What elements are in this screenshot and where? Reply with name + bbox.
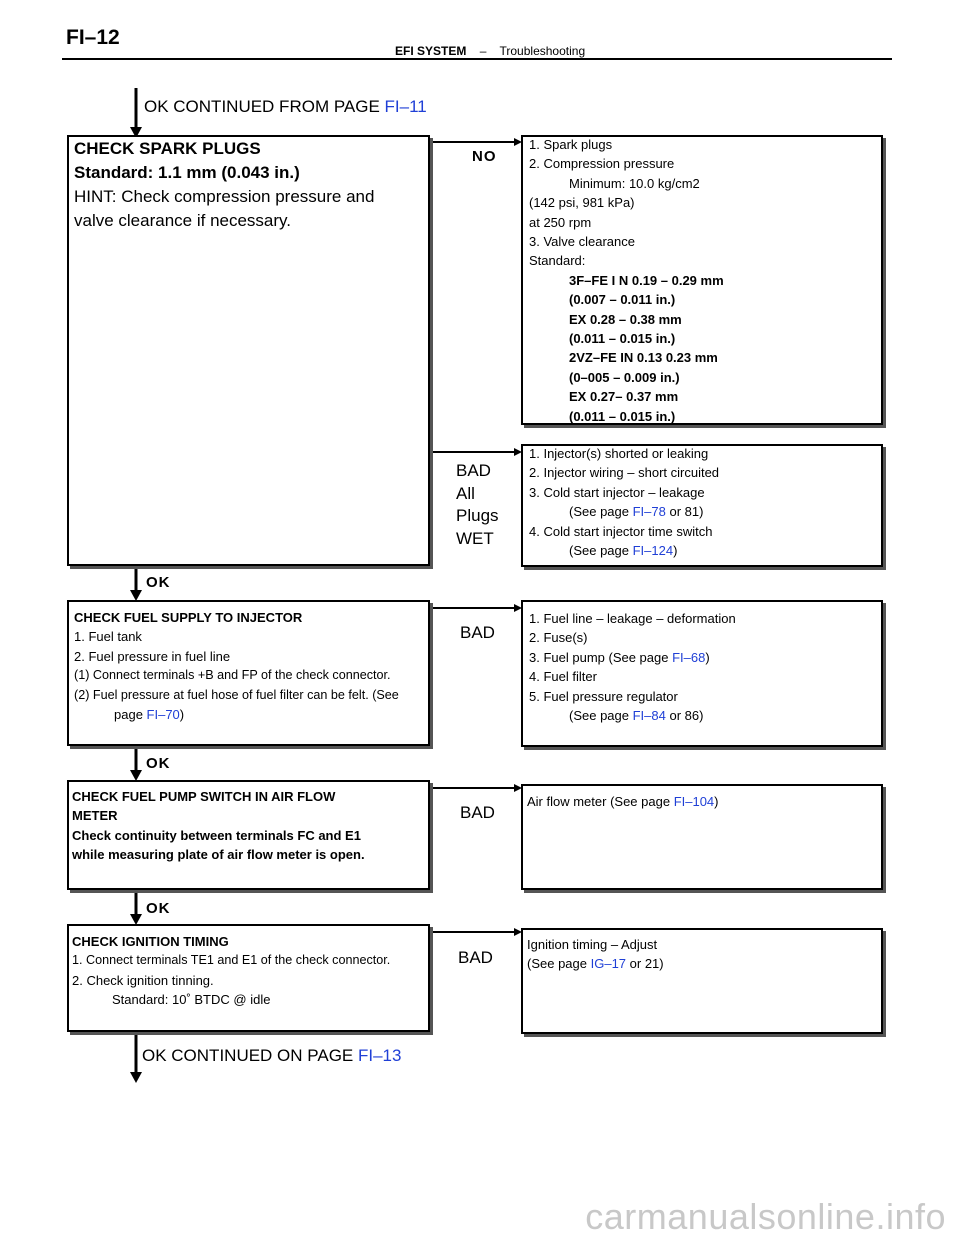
no-box-line: 2VZ–FE IN 0.13 0.23 mm bbox=[569, 350, 718, 366]
pump-switch-line: CHECK FUEL PUMP SWITCH IN AIR FLOW bbox=[72, 789, 336, 804]
no-box-line: (0.011 – 0.015 in.) bbox=[569, 331, 676, 347]
spark-plugs-standard: Standard: 1.1 mm (0.043 in.) bbox=[74, 163, 300, 182]
no-box-line: 3. Valve clearance bbox=[529, 234, 635, 250]
continued-on-link[interactable]: FI–13 bbox=[358, 1046, 402, 1065]
fuel-ref-text: or 86) bbox=[665, 708, 704, 724]
fuel-box-line bbox=[529, 706, 736, 725]
ign-box-text bbox=[527, 935, 664, 974]
ign-box-line: Ignition timing – Adjust bbox=[527, 937, 658, 952]
no-box-line: at 250 rpm bbox=[529, 214, 592, 230]
wet-box-line: 3. Cold start injector – leakage bbox=[529, 484, 705, 500]
wet-ref-link[interactable]: FI–124 bbox=[632, 543, 674, 559]
branch-wet-line: BAD bbox=[456, 461, 491, 480]
afm-box-text bbox=[527, 792, 719, 811]
branch-wet-label bbox=[456, 460, 499, 550]
wet-box-text bbox=[529, 444, 719, 560]
spark-plugs-hint-line2: valve clearance if necessary. bbox=[74, 211, 292, 230]
fuel-supply-text bbox=[74, 608, 399, 724]
fuel-box-text bbox=[529, 609, 736, 725]
spark-plugs-title: CHECK SPARK PLUGS bbox=[74, 139, 261, 158]
ign-ref-text: (See page bbox=[527, 956, 591, 972]
pump-switch-text bbox=[72, 787, 365, 865]
continued-from bbox=[144, 97, 427, 117]
no-box-line: (0.011 – 0.015 in.) bbox=[569, 408, 676, 424]
afm-ref-link[interactable]: FI–104 bbox=[673, 794, 715, 809]
branch-bad-label: BAD bbox=[458, 948, 493, 967]
fuel-supply-ref-text: ) bbox=[179, 707, 185, 723]
ign-box-line bbox=[527, 954, 664, 973]
pump-switch-line: while measuring plate of air flow meter is open. bbox=[72, 847, 365, 863]
ignition-line: 2. Check ignition tinning. bbox=[72, 972, 214, 988]
fuel-box-line: 2. Fuse(s) bbox=[529, 630, 588, 646]
ign-ref-link[interactable]: IG–17 bbox=[590, 956, 627, 972]
no-box-line: 1. Spark plugs bbox=[529, 137, 613, 152]
fuel-ref-text: ) bbox=[705, 649, 710, 665]
ignition-line: Standard: 10˚ BTDC @ idle bbox=[112, 992, 271, 1008]
no-box-line: 3F–FE I N 0.19 – 0.29 mm bbox=[569, 272, 724, 288]
wet-ref-text: (See page bbox=[569, 543, 633, 559]
fuel-box-line: 4. Fuel filter bbox=[529, 669, 597, 685]
ok-label: OK bbox=[146, 900, 171, 917]
spark-plugs-hint-line1: HINT: Check compression pressure and bbox=[74, 187, 375, 206]
no-box-line: 2. Compression pressure bbox=[529, 156, 675, 172]
fuel-supply-ref-text: page bbox=[114, 707, 147, 723]
wet-box-line bbox=[529, 502, 719, 521]
branch-wet-line: All bbox=[456, 483, 475, 503]
ok-label: OK bbox=[146, 755, 171, 772]
fuel-box-line: 5. Fuel pressure regulator bbox=[529, 688, 678, 704]
ignition-text bbox=[72, 932, 390, 1010]
wet-ref-text: (See page bbox=[569, 504, 633, 520]
spark-plugs-text bbox=[74, 137, 374, 233]
fuel-supply-line: 2. Fuel pressure in fuel line bbox=[74, 648, 231, 664]
no-box-line: EX 0.28 – 0.38 mm bbox=[569, 311, 682, 327]
section-name: EFI SYSTEM bbox=[395, 44, 467, 58]
wet-box-line bbox=[529, 541, 719, 560]
pump-switch-line: METER bbox=[72, 808, 118, 824]
afm-box-line bbox=[527, 792, 719, 811]
no-box-line: (142 psi, 981 kPa) bbox=[529, 195, 635, 211]
wet-box-line: 1. Injector(s) shorted or leaking bbox=[529, 446, 709, 461]
no-box-line: Standard: bbox=[529, 253, 586, 269]
branch-no-label: NO bbox=[472, 148, 497, 165]
no-box-line: (0–005 – 0.009 in.) bbox=[569, 369, 680, 385]
fuel-box-line: 1. Fuel line – leakage – deformation bbox=[529, 611, 736, 626]
wet-box-line: 2. Injector wiring – short circuited bbox=[529, 465, 720, 481]
continued-on-text: OK CONTINUED ON PAGE bbox=[142, 1046, 358, 1065]
fuel-supply-line bbox=[74, 705, 399, 724]
pump-switch-line: Check continuity between terminals FC and E1 bbox=[72, 827, 361, 843]
fuel-ref-text: 3. Fuel pump (See page bbox=[529, 649, 673, 665]
continued-on bbox=[142, 1046, 401, 1066]
branch-wet-line: Plugs bbox=[456, 506, 499, 525]
branch-bad-label: BAD bbox=[460, 623, 495, 642]
fuel-supply-title: CHECK FUEL SUPPLY TO INJECTOR bbox=[74, 610, 303, 625]
wet-box-line: 4. Cold start injector time switch bbox=[529, 523, 713, 539]
wet-ref-text: or 81) bbox=[665, 504, 704, 520]
ign-ref-text: or 21) bbox=[626, 956, 664, 972]
fuel-supply-line: (2) Fuel pressure at fuel hose of fuel filter can be felt. (See bbox=[74, 687, 399, 702]
no-box-line: (0.007 – 0.011 in.) bbox=[569, 292, 676, 308]
watermark: carmanualsonline.info bbox=[585, 1196, 946, 1237]
fuel-supply-line: 1. Fuel tank bbox=[74, 629, 142, 645]
fuel-ref-text: (See page bbox=[569, 708, 633, 724]
subsection-name: Troubleshooting bbox=[499, 44, 586, 58]
section-separator: – bbox=[479, 44, 487, 58]
wet-ref-text: ) bbox=[673, 543, 678, 559]
fuel-box-line bbox=[529, 648, 736, 667]
fuel-supply-line: (1) Connect terminals +B and FP of the check connector. bbox=[74, 668, 391, 683]
ignition-line: 1. Connect terminals TE1 and E1 of the check connector. bbox=[72, 953, 391, 968]
branch-wet-line: WET bbox=[456, 528, 494, 548]
ignition-title: CHECK IGNITION TIMING bbox=[72, 934, 229, 949]
ok-label: OK bbox=[146, 574, 171, 591]
no-box-text bbox=[529, 135, 724, 426]
fuel-ref-link[interactable]: FI–68 bbox=[672, 649, 706, 665]
wet-ref-link[interactable]: FI–78 bbox=[632, 504, 666, 520]
afm-ref-text: ) bbox=[714, 794, 719, 809]
fuel-supply-ref-link[interactable]: FI–70 bbox=[146, 707, 180, 723]
continued-from-link[interactable]: FI–11 bbox=[384, 97, 427, 116]
page-code: FI–12 bbox=[66, 26, 120, 49]
no-box-line: EX 0.27– 0.37 mm bbox=[569, 389, 679, 405]
continued-from-text: OK CONTINUED FROM PAGE bbox=[144, 97, 385, 116]
branch-bad-label: BAD bbox=[460, 803, 495, 822]
fuel-ref-link[interactable]: FI–84 bbox=[632, 708, 666, 724]
afm-ref-text: Air flow meter (See page bbox=[527, 794, 674, 809]
no-box-line: Minimum: 10.0 kg/cm2 bbox=[569, 175, 700, 191]
